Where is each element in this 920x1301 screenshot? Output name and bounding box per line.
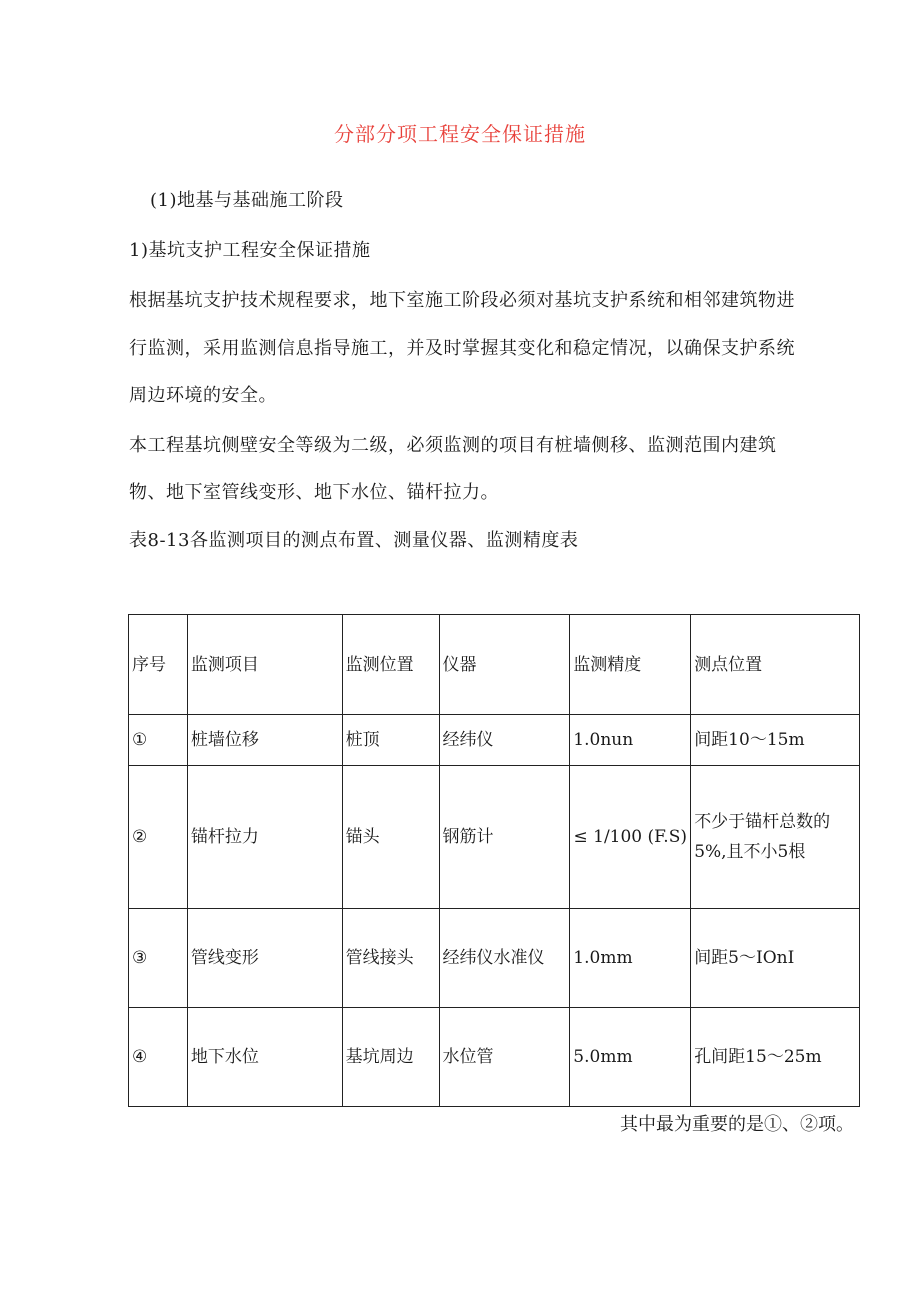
page-title: 分部分项工程安全保证措施 xyxy=(334,122,586,146)
table-row xyxy=(129,909,860,1008)
paragraph-1-line-1: 根据基坑支护技术规程要求，地下室施工阶段必须对基坑支护系统和相邻建筑物进 xyxy=(129,290,795,311)
cell-instrument: 经纬仪水准仪 xyxy=(439,909,570,1008)
header-cell-points: 测点位置 xyxy=(691,615,860,715)
header-cell-precision: 监测精度 xyxy=(570,615,691,715)
cell-item: 桩墙位移 xyxy=(187,715,342,766)
table-footnote: 其中最为重要的是①、②项。 xyxy=(620,1114,854,1135)
cell-points: 不少于锚杆总数的5%,且不小5根 xyxy=(691,766,860,909)
paragraph-2-line-2: 物、地下室管线变形、地下水位、锚杆拉力。 xyxy=(129,482,499,503)
header-cell-item: 监测项目 xyxy=(187,615,342,715)
cell-no: ① xyxy=(129,715,188,766)
section-heading: (1)地基与基础施工阶段 xyxy=(150,190,344,211)
cell-item: 管线变形 xyxy=(187,909,342,1008)
cell-points: 孔间距15～25m xyxy=(691,1008,860,1107)
cell-location: 锚头 xyxy=(342,766,439,909)
cell-location: 管线接头 xyxy=(342,909,439,1008)
cell-points: 间距5～IOnI xyxy=(691,909,860,1008)
cell-item: 锚杆拉力 xyxy=(187,766,342,909)
cell-instrument: 经纬仪 xyxy=(439,715,570,766)
table-row xyxy=(129,715,860,766)
cell-instrument: 水位管 xyxy=(439,1008,570,1107)
cell-precision: 5.0mm xyxy=(570,1008,691,1107)
table-caption: 表8-13各监测项目的测点布置、测量仪器、监测精度表 xyxy=(129,530,579,551)
cell-no: ③ xyxy=(129,909,188,1008)
header-cell-instrument: 仪器 xyxy=(439,615,570,715)
cell-precision: ≤ 1/100 (F.S) xyxy=(570,766,691,909)
cell-precision: 1.0nun xyxy=(570,715,691,766)
monitoring-table xyxy=(128,614,860,1107)
table-header-row xyxy=(129,615,860,715)
cell-no: ② xyxy=(129,766,188,909)
header-cell-location: 监测位置 xyxy=(342,615,439,715)
paragraph-2-line-1: 本工程基坑侧壁安全等级为二级，必须监测的项目有桩墙侧移、监测范围内建筑 xyxy=(129,435,777,456)
table-row xyxy=(129,766,860,909)
cell-location: 桩顶 xyxy=(342,715,439,766)
subsection-heading: 1)基坑支护工程安全保证措施 xyxy=(129,240,371,261)
header-cell-no: 序号 xyxy=(129,615,188,715)
paragraph-1-line-2: 行监测，采用监测信息指导施工，并及时掌握其变化和稳定情况，以确保支护系统 xyxy=(129,338,795,359)
cell-precision: 1.0mm xyxy=(570,909,691,1008)
cell-item: 地下水位 xyxy=(187,1008,342,1107)
cell-location: 基坑周边 xyxy=(342,1008,439,1107)
cell-points: 间距10～15m xyxy=(691,715,860,766)
paragraph-1-line-3: 周边环境的安全。 xyxy=(129,385,277,406)
table-row xyxy=(129,1008,860,1107)
cell-no: ④ xyxy=(129,1008,188,1107)
cell-instrument: 钢筋计 xyxy=(439,766,570,909)
